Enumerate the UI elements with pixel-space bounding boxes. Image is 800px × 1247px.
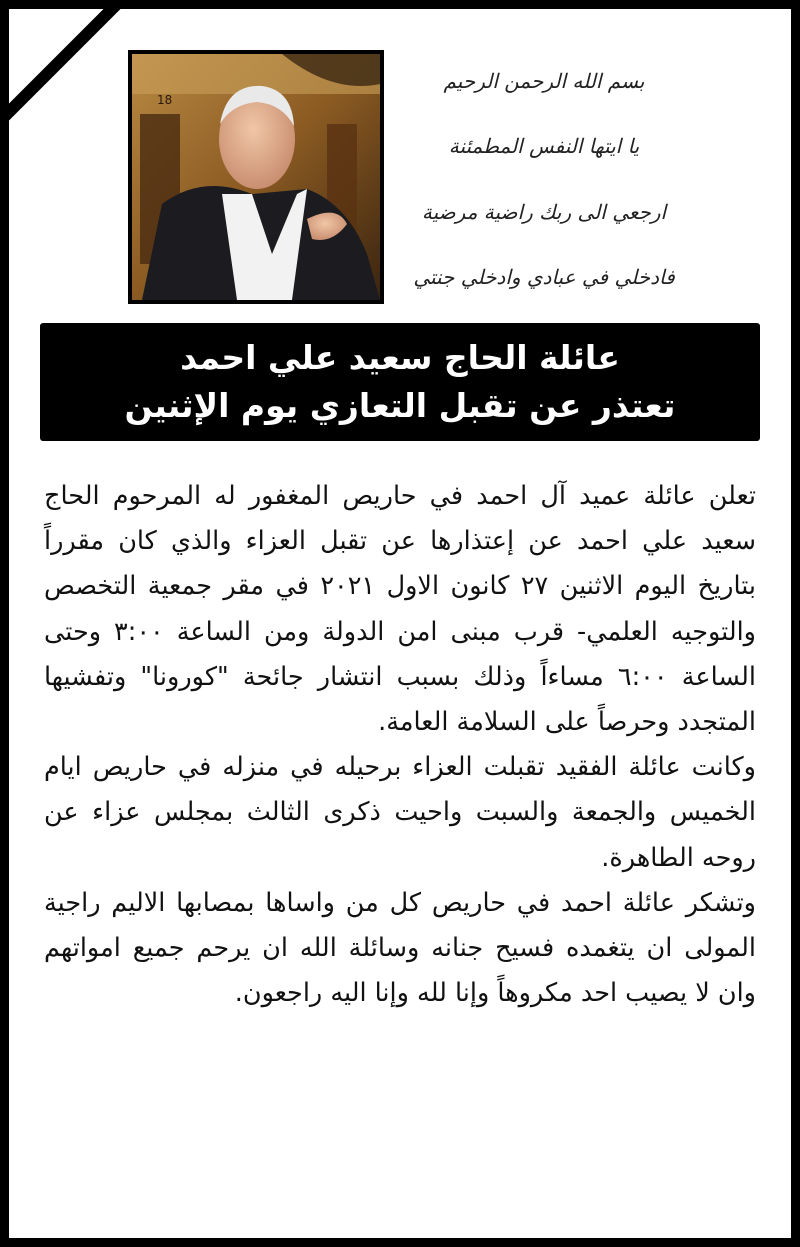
announcement-paragraph-2: وكانت عائلة الفقيد تقبلت العزاء برحيله في منزله في حاريص ايام الخميس والجمعة والسبت واحيت ذكرى الثالث بمجلس عزاء عن روحه الطاهرة.	[44, 752, 756, 873]
announcement-paragraph-1: تعلن عائلة عميد آل احمد في حاريص المغفور له المرحوم الحاج سعيد علي احمد عن إعتذارها عن تقبل العزاء والذي كان مقرراً بتاريخ اليوم الاثنين ٢٧ كانون الاول ٢٠٢١ في مقر جمعية التخصص والتوجيه العلمي- قرب مبنى امن الدولة ومن الساعة ٣:٠٠ وحتى الساعة ٦:٠٠ مساءاً وذلك بسبب انتشار جائحة "كورونا" وتفشيها المتجدد وحرصاً على السلامة العامة.	[44, 481, 757, 738]
verse-basmala: بسم الله الرحمن الرحيم	[443, 68, 645, 93]
headline-apology: تعتذر عن تقبل التعازي يوم الإثنين	[124, 386, 676, 425]
portrait-image	[132, 54, 380, 300]
quran-verses	[413, 48, 675, 310]
verse-line-3: فادخلي في عبادي وادخلي جنتي	[413, 265, 675, 290]
headline-family-name: عائلة الحاج سعيد علي احمد	[180, 338, 620, 377]
headline-banner	[40, 323, 760, 441]
verse-line-1: يا ايتها النفس المطمئنة	[448, 134, 640, 159]
announcement-body	[44, 474, 756, 1016]
verse-line-2: ارجعي الى ربك راضية مرضية	[421, 199, 667, 224]
announcement-paragraph-3: وتشكر عائلة احمد في حاريص كل من واساها بمصابها الاليم راجية المولى ان يتغمده فسيح جنانه وسائلة الله ان يرحم جميع امواتهم وان لا يصيب احد مكروهاً وإنا لله وإنا اليه راجعون.	[44, 887, 756, 1009]
svg-text:18: 18	[157, 93, 173, 107]
deceased-photo	[128, 50, 384, 304]
